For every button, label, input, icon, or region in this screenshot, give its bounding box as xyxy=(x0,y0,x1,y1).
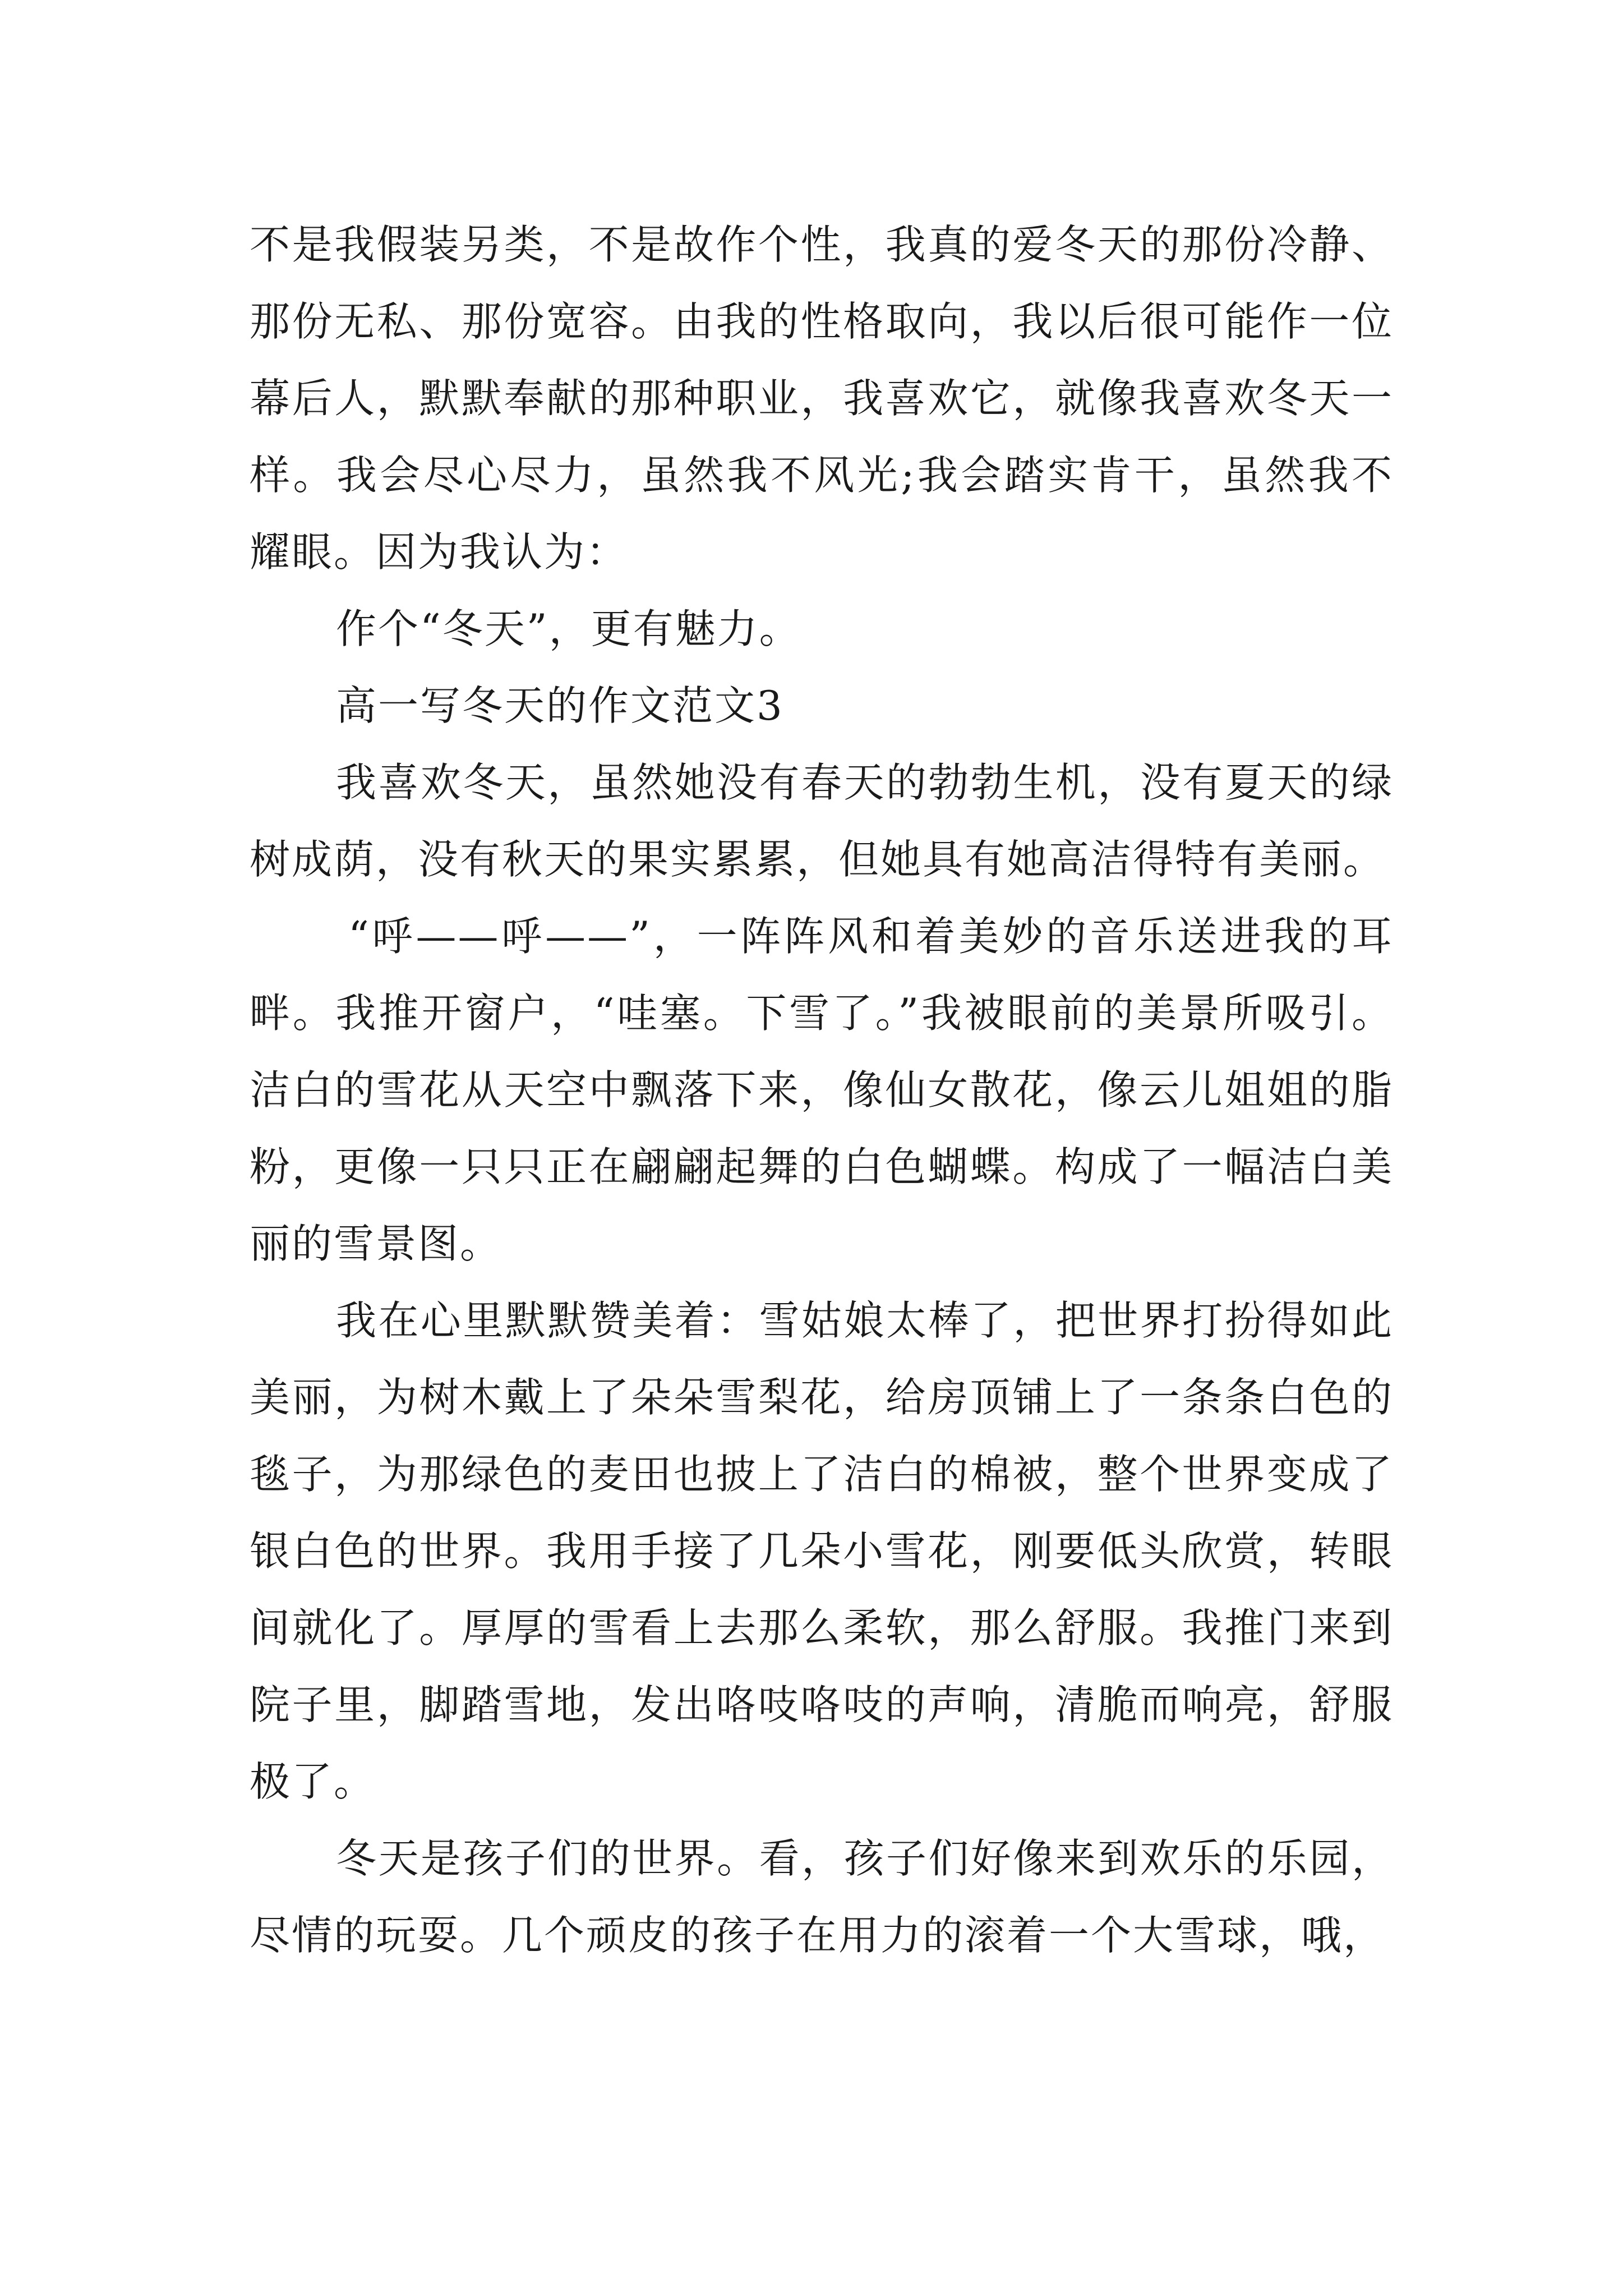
paragraph-5: “呼——呼——”，一阵阵风和着美妙的音乐送进我的耳畔。我推开窗户，“哇塞。下雪了。”我被眼前的美景所吸引。洁白的雪花从天空中飘落下来，像仙女散花，像云儿姐姐的脂粉，更像一只只正在翩翩起舞的白色蝴蝶。构成了一幅洁白美丽的雪景图。 xyxy=(250,913,1394,1267)
section-heading: 高一写冬天的作文范文3 xyxy=(336,682,784,729)
document-body xyxy=(250,206,1394,1974)
paragraph-4: 我喜欢冬天，虽然她没有春天的勃勃生机，没有夏天的绿树成荫，没有秋天的果实累累，但她具有她高洁得特有美丽。 xyxy=(250,759,1394,883)
paragraph-2: 作个“冬天”，更有魅力。 xyxy=(336,605,801,652)
paragraph-1: 不是我假装另类，不是故作个性，我真的爱冬天的那份冷静、那份无私、那份宽容。由我的性格取向，我以后很可能作一位幕后人，默默奉献的那种职业，我喜欢它，就像我喜欢冬天一样。我会尽心尽力，虽然我不风光;我会踏实肯干，虽然我不耀眼。因为我认为： xyxy=(250,221,1394,576)
paragraph-7: 冬天是孩子们的世界。看，孩子们好像来到欢乐的乐园，尽情的玩耍。几个顽皮的孩子在用力的滚着一个大雪球，哦， xyxy=(250,1835,1394,1959)
paragraph-6: 我在心里默默赞美着：雪姑娘太棒了，把世界打扮得如此美丽，为树木戴上了朵朵雪梨花，给房顶铺上了一条条白色的毯子，为那绿色的麦田也披上了洁白的棉被，整个世界变成了银白色的世界。我用手接了几朵小雪花，刚要低头欣赏，转眼间就化了。厚厚的雪看上去那么柔软，那么舒服。我推门来到院子里，脚踏雪地，发出咯吱咯吱的声响，清脆而响亮，舒服极了。 xyxy=(250,1297,1394,1805)
